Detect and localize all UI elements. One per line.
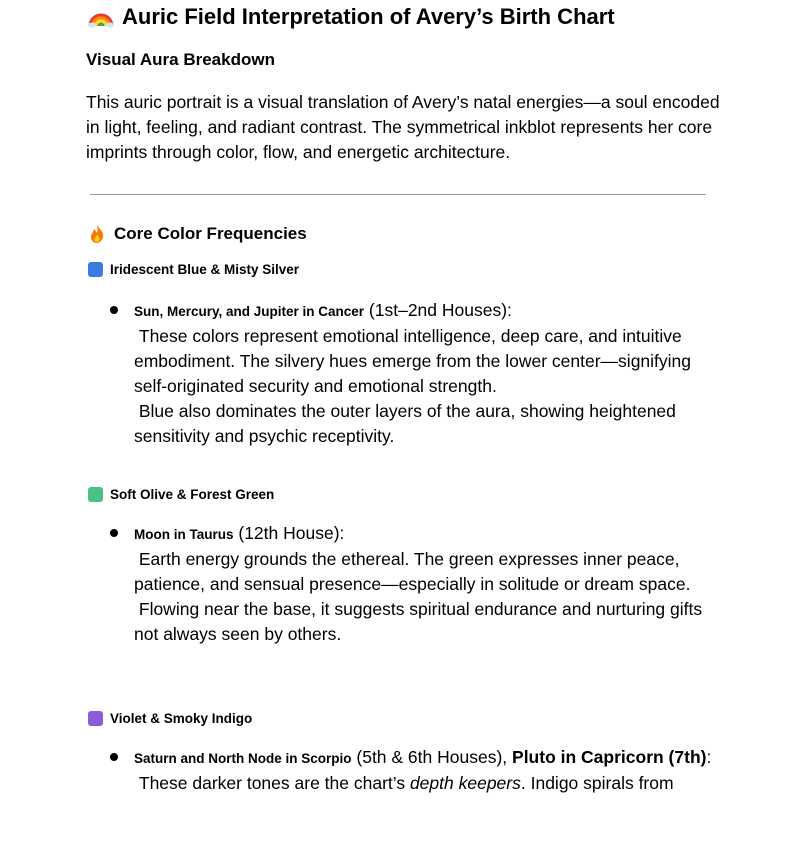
document-page: Auric Field Interpretation of Avery’s Birth Chart Visual Aura Breakdown This auric portrait is a visual translation of Avery’s natal energies—a soul encoded in light, feeling, and radiant contrast. The symmetrical inkblot represents her core imprints through color, flow, and energetic architecture. Core Color Frequencies Iridescent Blue & Misty Silver Sun, Mercury, and Jupiter in Cancer (1st–2nd Houses): These colors represent emotional intelligence, deep care, and intuitive embodiment. The silvery hues emerge from the lower center—signifying self-originated security and emotional strength. Blue also dominates the outer layers of the aura, showing heightened sensitivity and psychic receptivity. Soft Olive & Forest Green Moon in Taurus (12th House): Earth energy grounds the ethereal. The green expresses inner peace, patience, and sensual presence—especially in solitude or dream space. Flowing near the base, it suggests spiritual endurance and nurturing gifts not always seen by others. Violet & Smoky Indigo Saturn and North Node in Scorpio (5th & 6th Houses), Pluto in Capricorn (7th): These darker tones are the chart’s depth keepers. Indigo spirals from [0, 0, 791, 861]
horizontal-divider [90, 194, 706, 195]
section-heading-blue: Iridescent Blue & Misty Silver [88, 262, 299, 277]
section-heading-violet: Violet & Smoky Indigo [88, 711, 252, 726]
green-square-icon [88, 487, 103, 502]
fire-icon [88, 224, 106, 244]
page-title: Auric Field Interpretation of Avery’s Birth Chart [88, 4, 615, 30]
purple-square-icon [88, 711, 103, 726]
core-heading: Core Color Frequencies [88, 224, 307, 244]
section-heading-green: Soft Olive & Forest Green [88, 487, 274, 502]
section-subtitle: Visual Aura Breakdown [86, 50, 275, 69]
blue-square-icon [88, 262, 103, 277]
bullet-dot [110, 753, 118, 761]
bullet-dot [110, 306, 118, 314]
bullet-dot [110, 529, 118, 537]
rainbow-icon [88, 6, 114, 28]
intro-paragraph: This auric portrait is a visual translation of Avery’s natal energies—a soul encoded in light, feeling, and radiant contrast. The symmetrical inkblot represents her core imprints through color, flow, and energetic architecture. [86, 92, 720, 162]
